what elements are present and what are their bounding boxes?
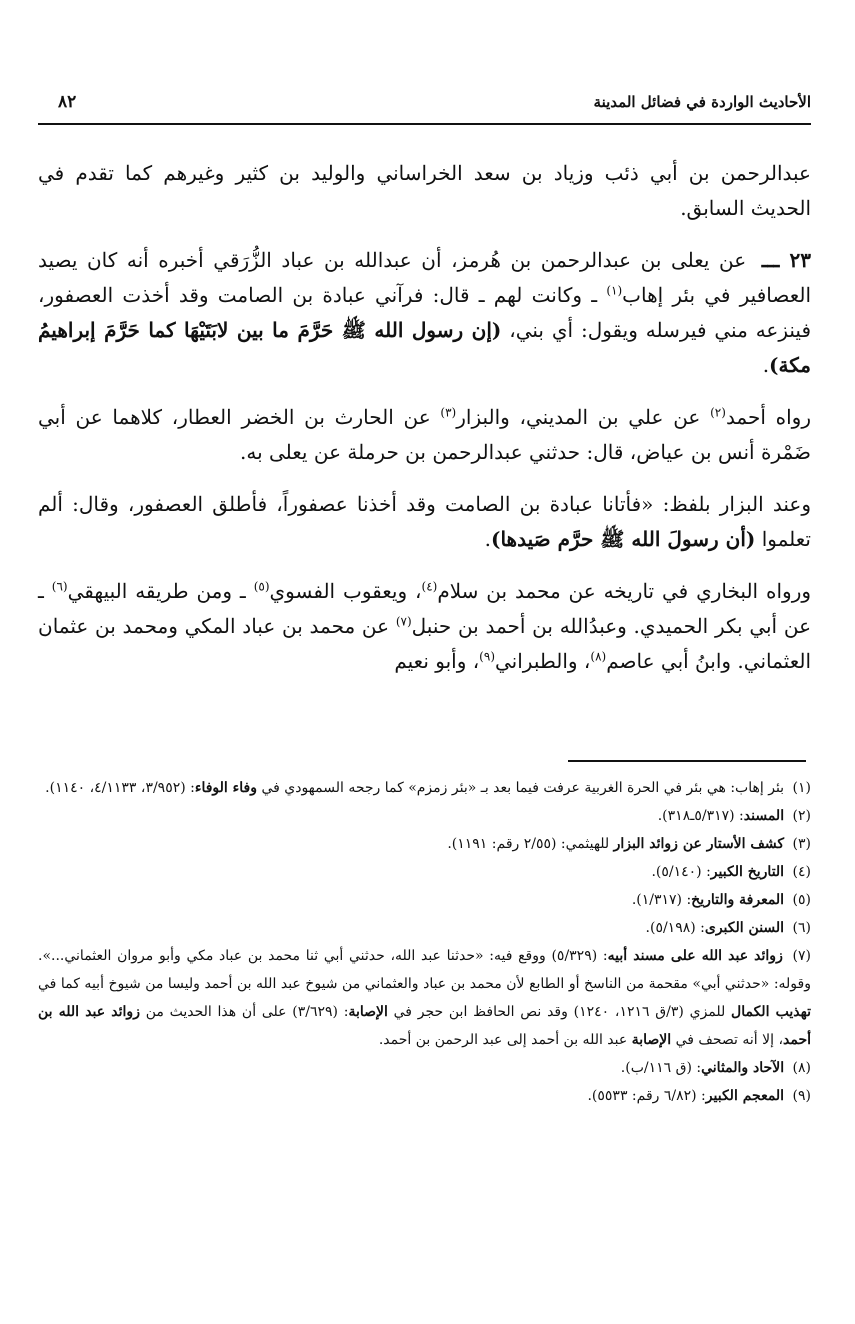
paragraph-5 [38, 574, 811, 679]
footnote-1 [38, 774, 811, 802]
footnote-source-title: المعجم الكبير [705, 1088, 785, 1104]
footnote-mark-1: (١) [606, 283, 623, 298]
footnote-mark-7: (٧) [395, 614, 412, 629]
running-title: الأحاديث الواردة في فضائل المدينة [593, 93, 811, 111]
footnote-text: للهيثمي: (٢/٥٥ رقم: ١١٩١). [447, 836, 610, 852]
footnote-mark-4: (٤) [421, 579, 438, 594]
footnote-number: (٢) [792, 808, 811, 824]
footnote-text: بئر إهاب: هي بئر في الحرة الغربية عرفت فيما بعد بـ «بئر زمزم» كما رجحه السمهودي في [261, 780, 785, 796]
footnote-6 [38, 914, 811, 942]
footnote-source-title-3: الإصابة [348, 1004, 388, 1020]
footnote-text-2: : (٣/٩٥٢، ٤/١١٣٣، ١١٤٠). [45, 780, 195, 796]
footnote-source-title: الآحاد والمثاني [701, 1060, 785, 1076]
footnote-number: (٣) [792, 836, 811, 852]
footnote-source-title: المعرفة والتاريخ [691, 892, 785, 908]
footnote-number: (٤) [792, 864, 811, 880]
paragraph-1 [38, 156, 811, 226]
paragraph-1-text: عبدالرحمن بن أبي ذئب وزياد بن سعد الخراساني والوليد بن كثير وغيرهم كما تقدم في الحديث السابق. [38, 161, 811, 220]
footnote-text: : (٥/٣٢٩) ووقع فيه: «حدثنا عبد الله، حدثني أبي ثنا محمد بن عباد مكي وأبو مروان العثماني...». وقوله: «حدثني أبي» مقحمة من الناسخ أو الطابع لأن محمد بن عباد والعثماني من شيوخ عبد الله بن أحمد وليسا من شيوخ أبيه كما في [38, 948, 811, 992]
paragraph-5-c: ـ ومن طريقه البيهقي [67, 579, 246, 603]
footnote-4 [38, 858, 811, 886]
footnote-text-4: ، إلا أنه تصحف في [675, 1032, 783, 1048]
footnote-separator [568, 760, 806, 762]
footnote-mark-5: (٥) [253, 579, 270, 594]
paragraph-4-end: . [484, 527, 491, 551]
footnote-text: : (٥/١٩٨). [645, 920, 705, 936]
footnote-number: (٧) [792, 948, 811, 964]
footnote-number: (٩) [792, 1088, 811, 1104]
footnote-text: : (١/٣١٧). [631, 892, 692, 908]
footnote-number: (٨) [792, 1060, 811, 1076]
paragraph-5-e: عن محمد بن عباد المكي ومحمد بن عثمان العثماني. وابنُ أبي عاصم [38, 614, 811, 673]
footnote-source-title: زوائد عبد الله على مسند أبيه [607, 948, 783, 964]
paragraph-5-g: ، وأبو نعيم [394, 649, 480, 673]
footnote-source-title: السنن الكبرى [704, 920, 785, 936]
hadith-23 [38, 243, 811, 383]
footnote-source-title: كشف الأستار عن زوائد البزار [613, 836, 785, 852]
paragraph-5-d: ـ عن أبي بكر الحميدي. وعبدُالله بن أحمد بن حنبل [38, 579, 811, 638]
footnote-mark-3: (٣) [440, 405, 457, 420]
footnote-number: (١) [792, 780, 811, 796]
paragraph-3 [38, 400, 811, 470]
paragraph-3-a: رواه أحمد [725, 405, 811, 429]
paragraph-3-b: عن علي بن المديني، والبزار [456, 405, 701, 429]
book-page [38, 84, 811, 696]
footnote-source-title-2: تهذيب الكمال [731, 1004, 811, 1020]
footnote-text: : (٥/٣١٧ـ٣١٨). [657, 808, 744, 824]
hadith-text-2: ـ وكانت لهم ـ قال: فرآني عبادة بن الصامت وقد أخذت العصفور، فينزعه مني فيرسله ويقول: أي بني، [38, 283, 812, 342]
footnote-mark-2: (٢) [710, 405, 726, 420]
footnote-mark-8: (٨) [590, 649, 607, 664]
footnote-text-2: للمزي (٣/ق ١٢١٦، ١٢٤٠) وقد نص الحافظ ابن حجر في [393, 1004, 726, 1020]
hadith-end: . [762, 353, 770, 377]
footnote-text: : (٦/٨٢ رقم: ٥٥٣٣). [587, 1088, 706, 1104]
footnote-mark-6: (٦) [51, 579, 68, 594]
paragraph-5-b: ، ويعقوب الفسوي [269, 579, 422, 603]
footnote-text-3: : (٣/٦٢٩) على أن هذا الحديث من [145, 1004, 349, 1020]
paragraph-3-c: عن الحارث بن الخضر العطار، كلاهما عن أبي ضَمْرة أنس بن عياض، قال: حدثني عبدالرحمن بن حرملة عن يعلى به. [38, 405, 811, 464]
footnote-source-title-4: زوائد عبد الله بن أحمد [38, 1004, 811, 1048]
footnote-number: (٦) [792, 920, 811, 936]
footnote-source-title-5: الإصابة [631, 1032, 672, 1048]
hadith-quote: (إن رسول الله ﷺ حَرَّمَ ما بين لابَتَيْهَا كما حَرَّمَ إبراهيمُ مكة) [38, 318, 811, 377]
paragraph-4 [38, 487, 811, 557]
paragraph-5-a: ورواه البخاري في تاريخه عن محمد بن سلام [437, 579, 812, 603]
footnote-text: : (٥/١٤٠). [651, 864, 711, 880]
footnote-mark-9: (٩) [479, 649, 495, 664]
footnote-7 [38, 942, 811, 1054]
footnote-source-title: وفاء الوفاء [194, 780, 257, 796]
paragraph-5-f: ، والطبراني [495, 649, 591, 673]
paragraph-4-quote: (أن رسولَ الله ﷺ حرَّم صَيدها) [490, 527, 756, 551]
hadith-text-1: عن يعلى بن عبدالرحمن بن هُرمز، أن عبدالله بن عباد الزُّرَقي أخبره أنه كان يصيد العصافير في بئر إهاب [38, 248, 811, 307]
footnote-3 [38, 830, 811, 858]
footnote-8 [38, 1054, 811, 1082]
footnote-text-5: عبد الله بن أحمد إلى عبد الرحمن بن أحمد. [378, 1032, 628, 1048]
hadith-number: ٢٣ ـــ [761, 248, 812, 272]
paragraph-4-a: وعند البزار بلفظ: «فأتانا عبادة بن الصامت وقد أخذنا عصفوراً، فأطلق العصفور، وقال: ألم تعلموا [38, 492, 811, 551]
main-text [38, 156, 811, 679]
footnote-5 [38, 886, 811, 914]
footnote-source-title: التاريخ الكبير [710, 864, 785, 880]
footnote-2 [38, 802, 811, 830]
footnotes [38, 774, 811, 1110]
footnote-source-title: المسند [743, 808, 785, 824]
footnote-9 [38, 1082, 811, 1110]
footnote-number: (٥) [792, 892, 811, 908]
footnote-text: : (ق ١١٦/ب). [620, 1060, 702, 1076]
running-header [38, 84, 811, 125]
page-number: ٨٢ [58, 92, 77, 112]
